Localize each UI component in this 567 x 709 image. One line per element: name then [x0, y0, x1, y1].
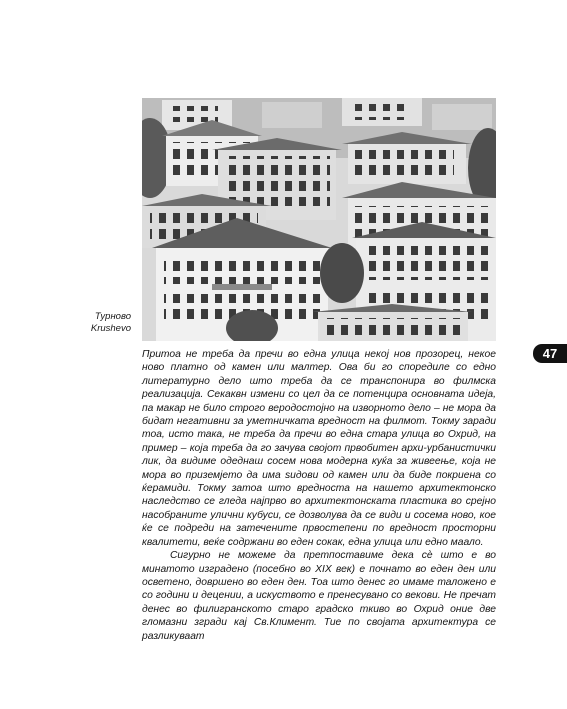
old-town-photo	[142, 98, 496, 341]
old-town-houses-photo	[142, 98, 496, 341]
paragraph: Притоа не треба да пречи во една улица некој нов прозорец, некое ново платно од камен или малтер. Ова би го споредиле со едно литературно дело што треба да се транспонира во филмска реализација. Секаквн измени со цел да се потенцира основната идеја, па макар не било строго веродостојно на изворното дело – не мора да бидат негативни за уметничката вредност на филмот. Токму заради тоа, исто така, не треба да пречи во една стара улица во Охрид, на пример – која треба да го зачува својот првобитен архи-урбанистички лик, да видиме одеднаш сосем нова модерна куќа за живеење, која не мора во приземјето да има ѕидови од камен или да биде покриена со ќерамиди. Токму затоа што вредноста на нашето архитектонско наследство се гледа најпрво во архитектонската пластика во срејно насобраните улични кубуси, се дозволува да се види и сосема ново, кое ќе се подреди на затечените првостепени по вредност просторни квалитети, веќе содржани во еден сокак, една улица или едно маало.	[142, 349, 496, 548]
body-text	[142, 348, 496, 643]
page-number-badge: 47	[533, 344, 567, 363]
caption-line-2: Krushevo	[90, 323, 131, 334]
photo-caption	[91, 311, 131, 335]
caption-line-1: Турново	[94, 311, 131, 322]
paragraph: Сигурно не можеме да претпоставиме дека сѐ што е во минатото изградено (посебно во XIX век) е почнато во еден ден или осветено, довршено во еден ден. Тоа што денес го имаме таложено е со години и децении, а искуството е пренесувано со векови. Не пречат денес во филигранското старо градско ткиво во Охрид оние две гломазни згради кај Св.Климент. Тие по својата архитектура се разликуваат	[142, 550, 496, 642]
